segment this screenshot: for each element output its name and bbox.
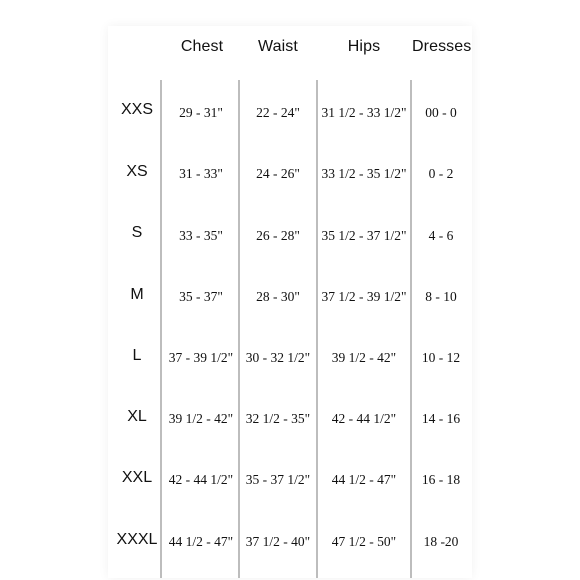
column-divider <box>160 80 162 578</box>
chest-value: 35 - 37" <box>179 289 223 304</box>
waist-value: 28 - 30" <box>256 289 300 304</box>
size-label: XL <box>127 408 147 425</box>
size-label: XXS <box>120 101 153 118</box>
waist-value: 32 1/2 - 35" <box>245 411 311 426</box>
header-chest: Chest <box>180 38 224 55</box>
chest-value: 33 - 35" <box>179 228 223 243</box>
waist-value: 22 - 24" <box>256 105 300 120</box>
hips-value: 31 1/2 - 33 1/2" <box>321 105 407 120</box>
hips-value: 33 1/2 - 35 1/2" <box>321 166 407 181</box>
dresses-value: 0 - 2 <box>428 166 454 181</box>
chest-value: 44 1/2 - 47" <box>168 534 234 549</box>
column-divider <box>410 80 412 578</box>
chest-value: 29 - 31" <box>179 105 223 120</box>
waist-value: 24 - 26" <box>256 166 300 181</box>
size-label: S <box>131 224 143 241</box>
column-divider <box>238 80 240 578</box>
column-divider <box>316 80 318 578</box>
hips-value: 42 - 44 1/2" <box>331 411 397 426</box>
dresses-value: 4 - 6 <box>428 228 454 243</box>
chest-value: 31 - 33" <box>179 166 223 181</box>
waist-value: 26 - 28" <box>256 228 300 243</box>
header-hips: Hips <box>347 38 381 55</box>
header-waist: Waist <box>258 38 298 55</box>
dresses-value: 16 - 18 <box>421 472 461 487</box>
dresses-value: 14 - 16 <box>421 411 461 426</box>
hips-value: 47 1/2 - 50" <box>331 534 397 549</box>
hips-value: 44 1/2 - 47" <box>331 472 397 487</box>
hips-value: 37 1/2 - 39 1/2" <box>321 289 407 304</box>
dresses-value: 10 - 12 <box>421 350 461 365</box>
hips-value: 35 1/2 - 37 1/2" <box>321 228 407 243</box>
dresses-value: 18 -20 <box>423 534 459 549</box>
chest-value: 42 - 44 1/2" <box>168 472 234 487</box>
hips-value: 39 1/2 - 42" <box>331 350 397 365</box>
waist-value: 37 1/2 - 40" <box>245 534 311 549</box>
size-label: L <box>132 347 142 364</box>
chest-value: 39 1/2 - 42" <box>168 411 234 426</box>
waist-value: 30 - 32 1/2" <box>245 350 311 365</box>
waist-value: 35 - 37 1/2" <box>245 472 311 487</box>
size-label: XXL <box>121 469 153 486</box>
dresses-value: 8 - 10 <box>425 289 457 304</box>
size-label: XS <box>126 163 148 180</box>
dresses-value: 00 - 0 <box>425 105 457 120</box>
size-label: M <box>130 286 144 303</box>
size-label: XXXL <box>116 531 158 548</box>
chest-value: 37 - 39 1/2" <box>168 350 234 365</box>
header-dresses: Dresses <box>412 38 472 55</box>
